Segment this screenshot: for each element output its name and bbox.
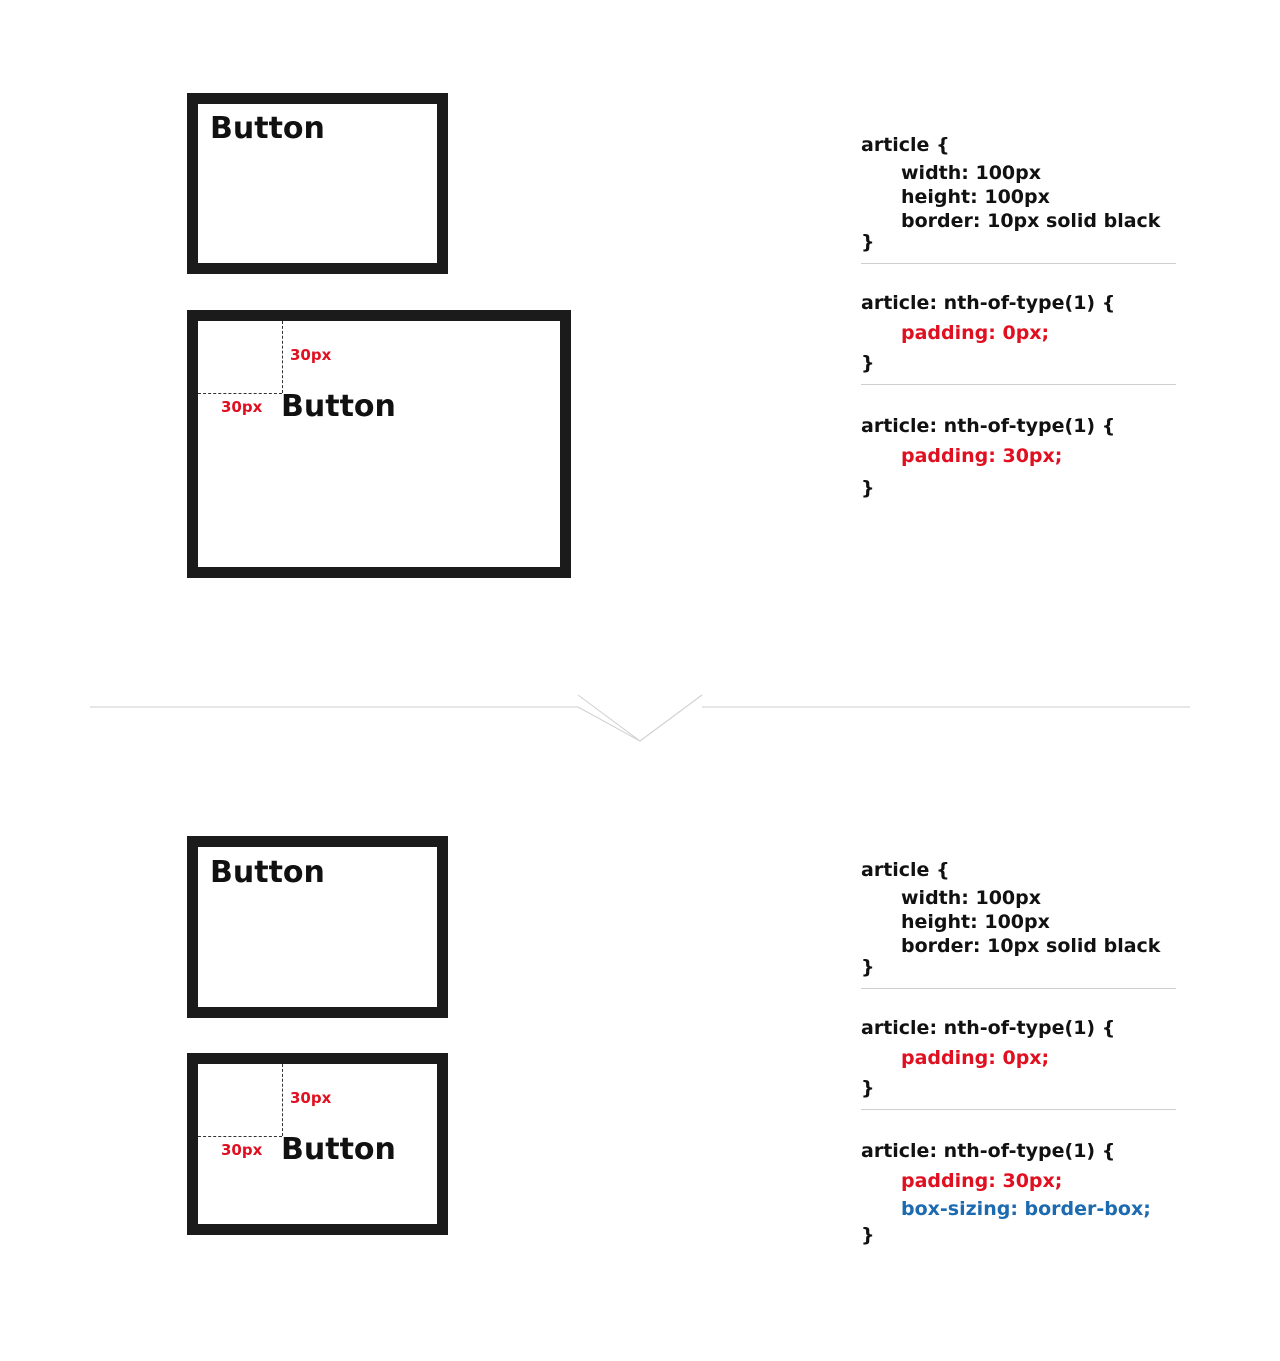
- code-selector: article: nth-of-type(1) {: [861, 1140, 1116, 1162]
- top-code-block-2: [861, 294, 1181, 374]
- code-selector: article: nth-of-type(1) {: [861, 415, 1116, 437]
- top-padding-top-measure: 30px: [290, 346, 332, 364]
- code-declaration-height: height: 100px: [901, 911, 1050, 933]
- code-declaration-padding: padding: 0px;: [901, 322, 1050, 344]
- code-declaration-padding: padding: 30px;: [901, 445, 1063, 467]
- top-box-no-padding-label: Button: [210, 111, 325, 146]
- bottom-padding-top-measure: 30px: [290, 1089, 332, 1107]
- code-selector: article: nth-of-type(1) {: [861, 292, 1116, 314]
- bottom-padding-top-guide: [282, 1064, 283, 1136]
- top-code-separator-1: [861, 263, 1176, 264]
- code-selector: article {: [861, 134, 950, 156]
- section-divider: [0, 680, 1280, 750]
- top-padding-top-guide: [282, 321, 283, 393]
- code-closing-brace: }: [861, 1224, 875, 1246]
- top-code-separator-2: [861, 384, 1176, 385]
- code-closing-brace: }: [861, 231, 875, 253]
- code-declaration-height: height: 100px: [901, 186, 1050, 208]
- code-selector: article {: [861, 859, 950, 881]
- code-declaration-border: border: 10px solid black: [901, 210, 1161, 232]
- top-padding-left-measure: 30px: [221, 398, 263, 416]
- bottom-padding-left-guide: [198, 1136, 282, 1137]
- code-declaration-width: width: 100px: [901, 162, 1042, 184]
- code-declaration-box-sizing: box-sizing: border-box;: [901, 1198, 1151, 1220]
- code-closing-brace: }: [861, 1077, 875, 1099]
- bottom-code-separator-1: [861, 988, 1176, 989]
- top-box-padded: [187, 310, 571, 578]
- code-closing-brace: }: [861, 352, 875, 374]
- bottom-code-block-1: [861, 861, 1181, 981]
- top-padding-left-guide: [198, 393, 282, 394]
- code-declaration-padding: padding: 0px;: [901, 1047, 1050, 1069]
- code-closing-brace: }: [861, 956, 875, 978]
- code-selector: article: nth-of-type(1) {: [861, 1017, 1116, 1039]
- bottom-code-block-3: [861, 1142, 1181, 1252]
- bottom-code-separator-2: [861, 1109, 1176, 1110]
- code-closing-brace: }: [861, 477, 875, 499]
- code-declaration-padding: padding: 30px;: [901, 1170, 1063, 1192]
- bottom-box-no-padding-label: Button: [210, 855, 325, 890]
- code-declaration-border: border: 10px solid black: [901, 935, 1161, 957]
- top-code-block-3: [861, 417, 1181, 497]
- top-box-padded-label: Button: [281, 389, 396, 424]
- bottom-box-border-box-label: Button: [281, 1132, 396, 1167]
- bottom-padding-left-measure: 30px: [221, 1141, 263, 1159]
- top-code-block-1: [861, 136, 1181, 256]
- code-declaration-width: width: 100px: [901, 887, 1042, 909]
- bottom-code-block-2: [861, 1019, 1181, 1099]
